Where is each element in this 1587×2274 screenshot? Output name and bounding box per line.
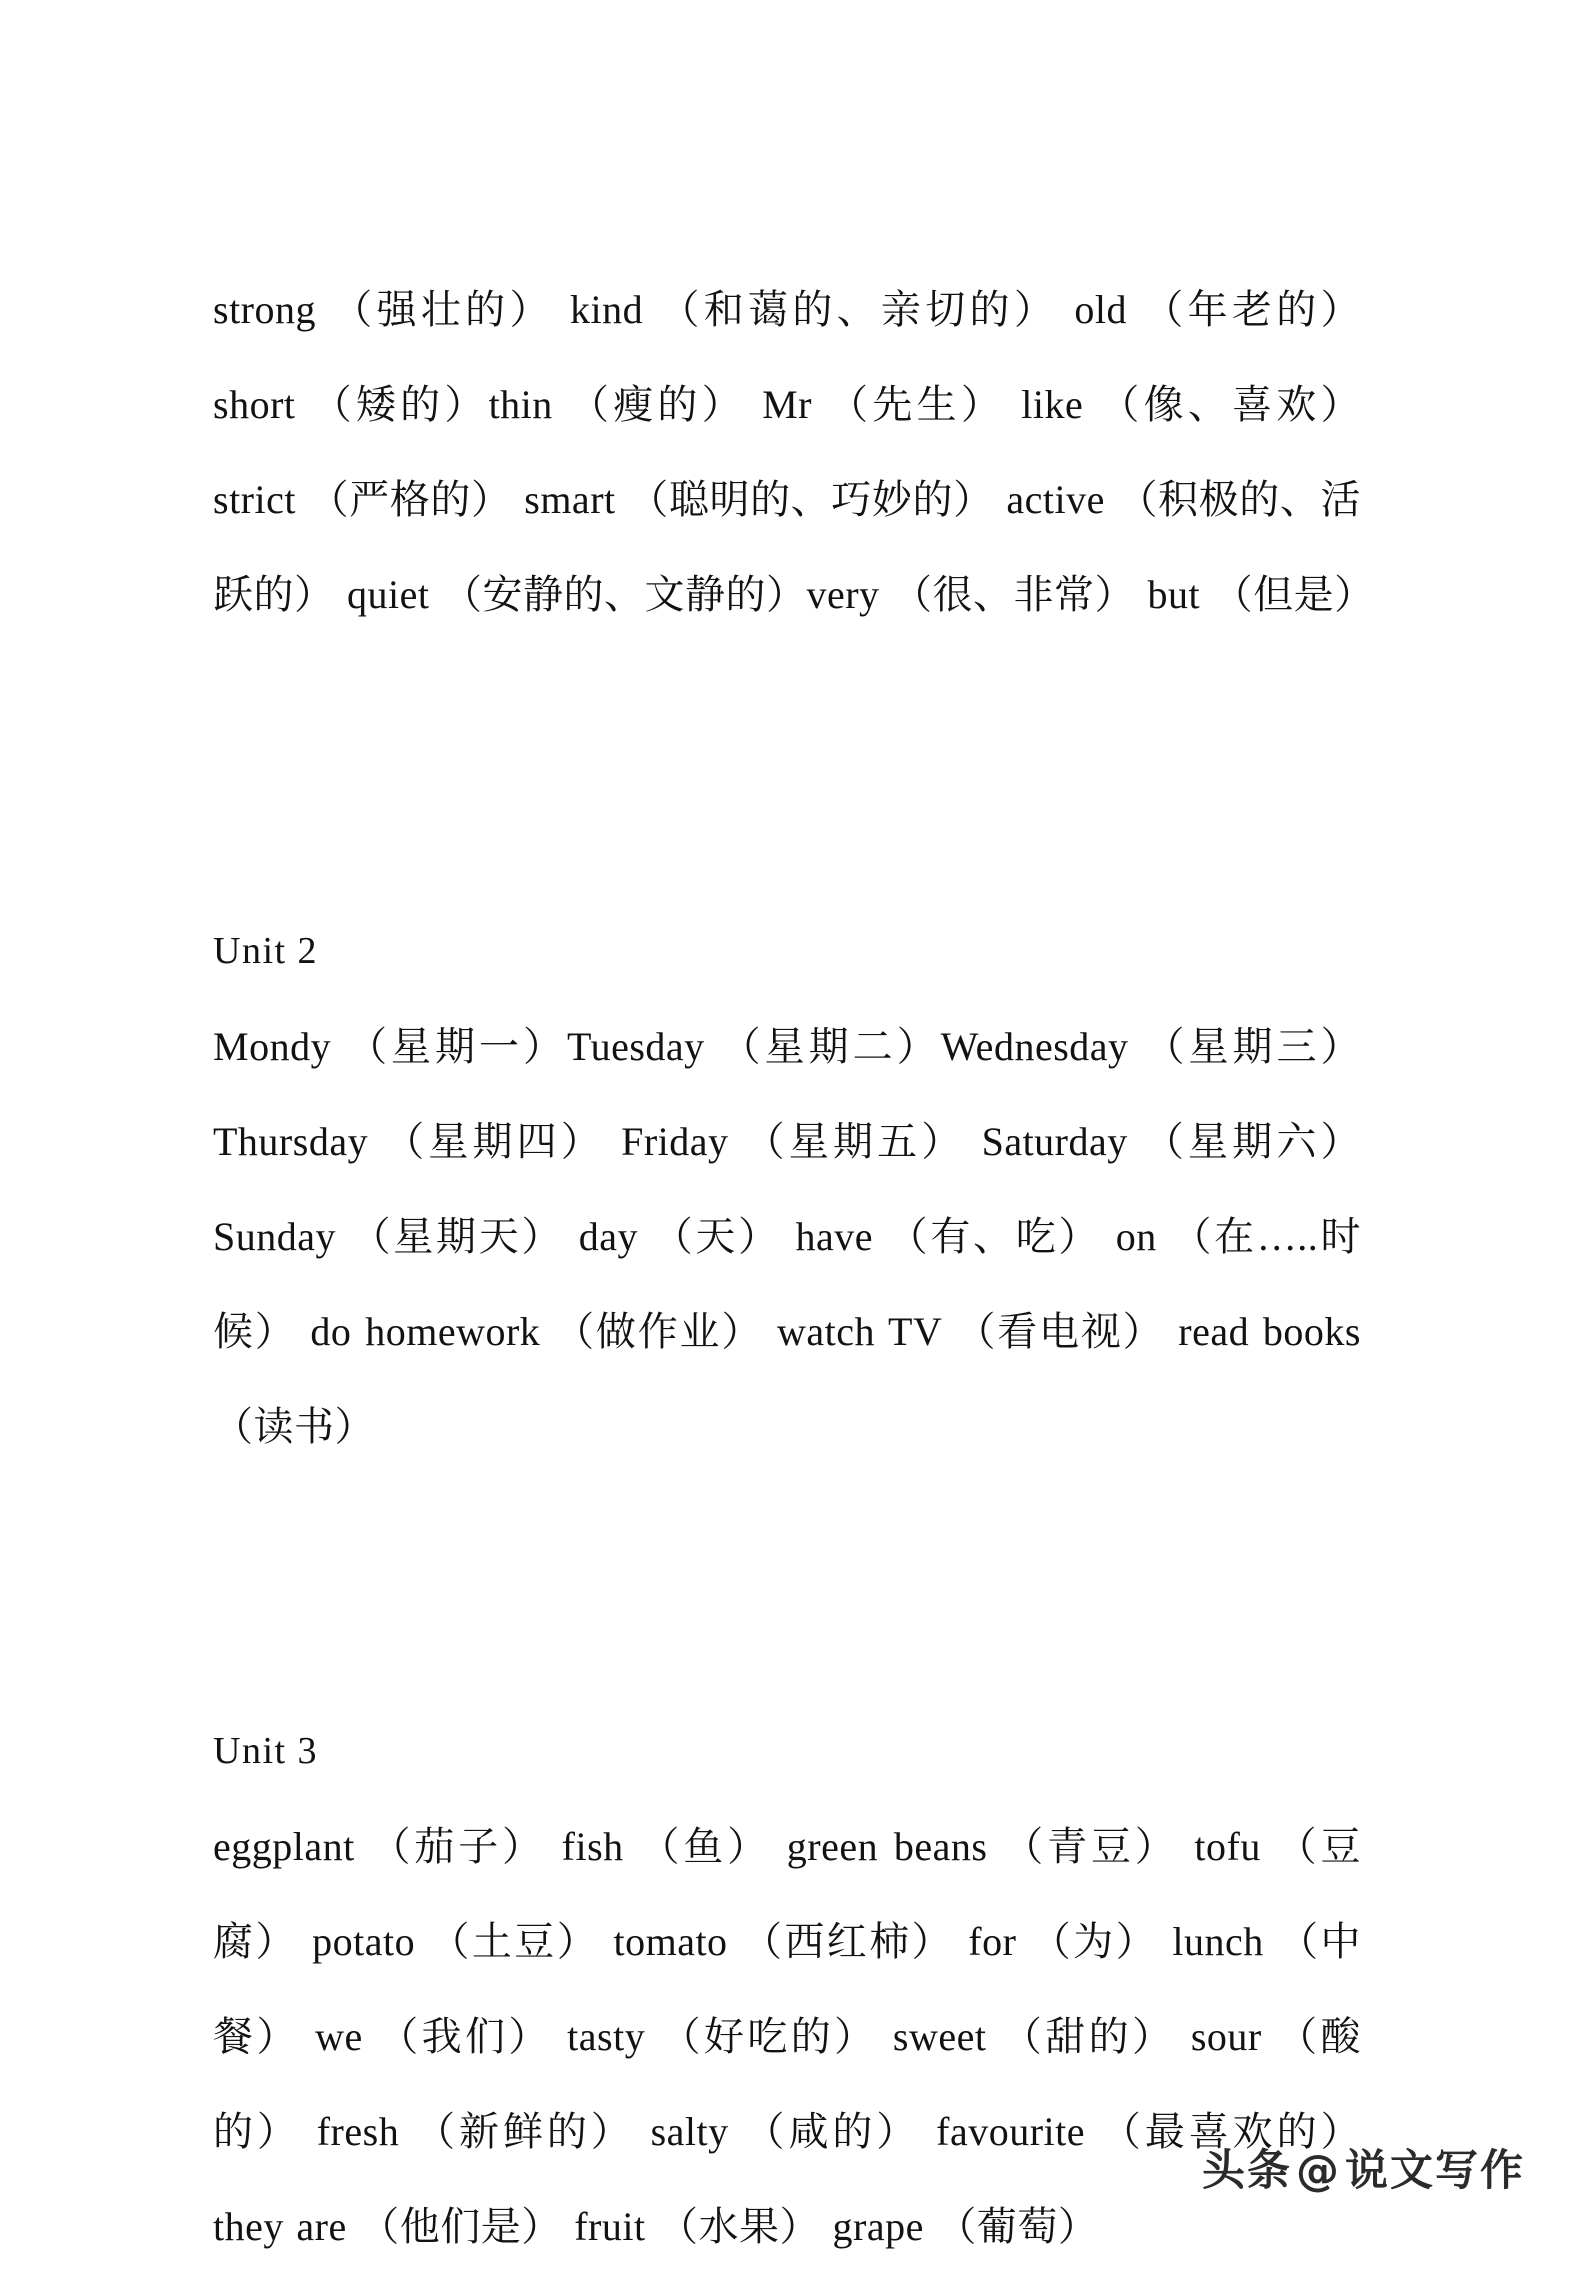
document-content — [213, 262, 1375, 2274]
unit1-vocabulary-text: strong （强壮的） kind （和蔼的、亲切的） old （年老的） short （矮的）thin （瘦的） Mr （先生） like （像、喜欢） strict （严格的） smart （聪明的、巧妙的） active （积极的、活跃的） quiet （安静的、文静的）very （很、非常） but （但是） — [213, 287, 1375, 617]
unit2-heading: Unit 2 — [213, 930, 319, 972]
section-unit1 — [213, 262, 1375, 642]
watermark — [1202, 2146, 1525, 2196]
watermark-platform-label: 头条 — [1202, 2146, 1292, 2196]
section-unit3 — [213, 1704, 1363, 2274]
unit2-vocabulary-text: Mondy （星期一）Tuesday （星期二）Wednesday （星期三）Thursday （星期四） Friday （星期五） Saturday （星期六） Sunday （星期天） day （天） have （有、吃） on （在…..时候） do homework （做作业） watch TV （看电视） read books （读书） — [213, 1024, 1361, 1449]
unit3-heading: Unit 3 — [213, 1730, 319, 1772]
watermark-account-name: 说文写作 — [1345, 2146, 1525, 2196]
section-unit2 — [213, 904, 1363, 1474]
section-spacer-2 — [213, 1474, 1363, 1704]
section-spacer-1 — [213, 642, 1363, 904]
unit3-vocabulary-text: eggplant （茄子） fish （鱼） green beans （青豆） tofu （豆腐） potato （土豆） tomato （西红柿） for （为） lunch （中餐） we （我们） tasty （好吃的） sweet （甜的） sour （酸的） fresh （新鲜的） salty （咸的） favourite （最喜欢的） they are （他们是） fruit （水果） grape （葡萄） — [213, 1824, 1361, 2249]
watermark-at-symbol: @ — [1296, 2146, 1341, 2196]
